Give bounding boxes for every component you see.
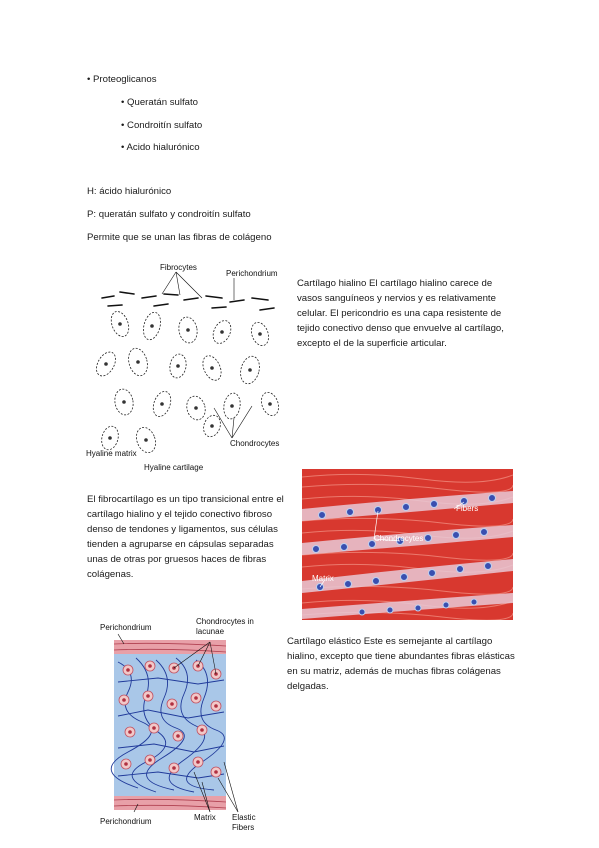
list-item-queratan: • Queratán sulfato — [121, 97, 198, 108]
fibrocartilage-figure — [302, 469, 513, 620]
hyaline-paragraph: Cartílago hialino El cartílago hialino carece de vasos sanguíneos y nervios y es relativamente celular. El pericondrio es una capa resistente de tejido conectivo denso que envuelve al cartílago, excepto el de la superficie articular. — [297, 278, 504, 349]
elastic-label-perichondrium-top: Perichondrium — [100, 623, 152, 632]
elastic-paragraph: Cartílago elástico Este es semejante al cartílago hialino, excepto que tiene abundantes fibras elásticas en su matriz, además de muchas fibras colágenas delgadas. — [287, 636, 515, 692]
elastic-label-elastic-line1: Elastic — [232, 813, 256, 822]
hyaline-label-perichondrium: Perichondrium — [226, 269, 278, 278]
fibro-label-fibers: Fibers — [456, 504, 479, 513]
elastic-label-perichondrium-bottom: Perichondrium — [100, 817, 152, 826]
elastic-cartilage-figure — [98, 612, 276, 834]
hyaline-figure-caption: Hyaline cartilage — [144, 463, 204, 472]
elastic-label-elastic-line2: Fibers — [232, 823, 255, 832]
list-item-proteoglicanos: • Proteoglicanos — [87, 74, 157, 85]
elastic-label-chondrocytes-line2: lacunae — [196, 627, 225, 636]
elastic-label-chondrocytes-line1: Chondrocytes in — [196, 617, 254, 626]
hyaline-drawing — [84, 258, 296, 473]
fibrocartilage-drawing — [302, 469, 513, 620]
hyaline-cartilage-figure — [84, 258, 296, 473]
fibro-label-matrix: Matrix — [312, 574, 334, 583]
elastic-label-matrix: Matrix — [194, 813, 216, 822]
fibro-label-chondrocytes: Chondrocytes — [374, 534, 424, 543]
hyaline-label-fibrocytes: Fibrocytes — [160, 263, 197, 272]
hyaline-label-chondrocytes: Chondrocytes — [230, 439, 280, 448]
note-p: P: queratán sulfato y condroitín sulfato — [87, 209, 251, 220]
list-item-condroitin: • Condroitín sulfato — [121, 120, 203, 131]
elastic-drawing — [98, 612, 276, 834]
note-h: H: ácido hialurónico — [87, 186, 172, 197]
list-item-hialuronico: • Acido hialurónico — [121, 142, 200, 153]
hyaline-label-matrix: Hyaline matrix — [86, 449, 137, 458]
fibrocartilage-paragraph: El fibrocartílago es un tipo transicional entre el cartílago hialino y el tejido conectivo fibroso denso de tendones y ligamentos, sus células tienden a agruparse en cápsulas separadas unas de otras por gruesos haces de fibras colágenas. — [87, 494, 284, 580]
note-permite: Permite que se unan las fibras de colágeno — [87, 232, 272, 243]
